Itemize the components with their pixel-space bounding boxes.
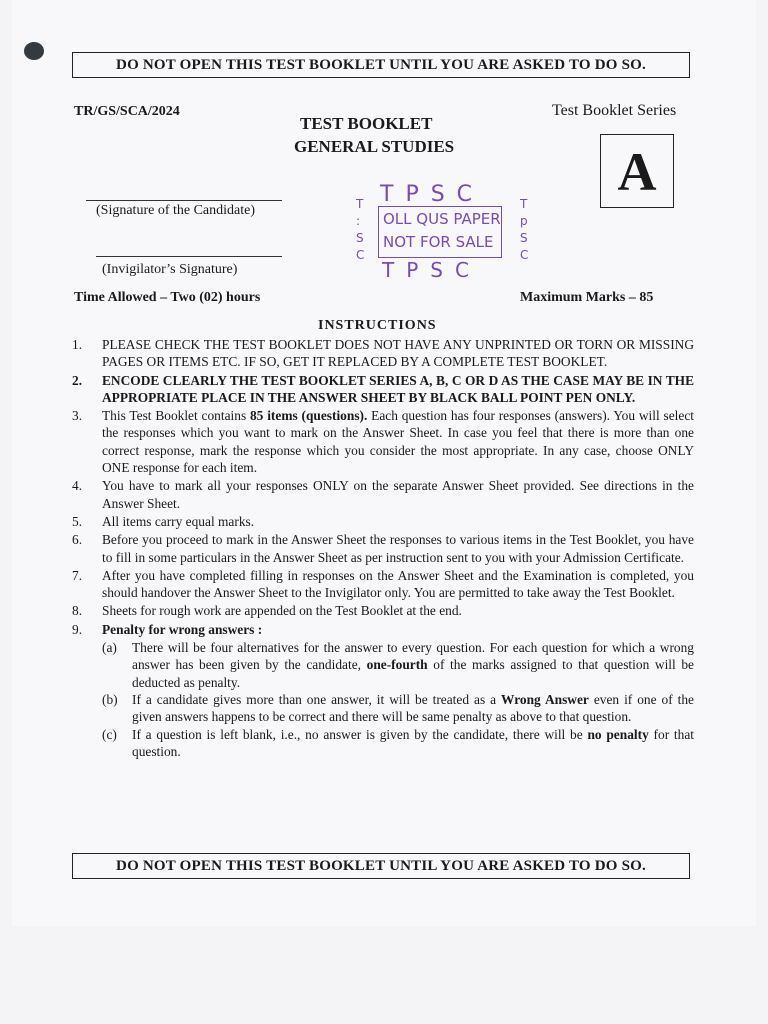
penalty-text: even if one of the given answers happens to be correct and there will be same penalty as above to that question. xyxy=(132,691,695,725)
instructions-heading: INSTRUCTIONS xyxy=(318,318,437,333)
instruction-text: All items carry equal marks. xyxy=(102,513,255,529)
series-letter-box: A xyxy=(600,134,674,208)
booklet-title: TEST BOOKLET xyxy=(300,114,433,133)
instruction-item xyxy=(72,372,694,407)
maximum-marks: Maximum Marks – 85 xyxy=(520,290,654,305)
penalty-item xyxy=(102,726,694,761)
instruction-text: This Test Booklet contains xyxy=(102,408,250,424)
penalty-text: If a candidate gives more than one answer, it will be treated as a xyxy=(132,691,502,707)
punch-hole xyxy=(24,42,44,60)
invigilator-signature-label: (Invigilator’s Signature) xyxy=(102,262,238,277)
penalty-item xyxy=(102,691,694,726)
penalty-letter: (a) xyxy=(102,640,117,656)
instruction-text: Before you proceed to mark in the Answer Sheet the responses to various items in the Test Booklet, you have to fill in some particulars in the Answer Sheet as per instruction sent to you with your Admission Certificate. xyxy=(102,532,694,565)
penalty-text: for that question. xyxy=(132,726,695,759)
instructions-list xyxy=(72,336,694,760)
stamp-line-1: OLL QUS PAPER xyxy=(383,210,501,228)
tpsc-stamp xyxy=(352,182,532,280)
instruction-number: 8. xyxy=(72,603,83,619)
instruction-text: PLEASE CHECK THE TEST BOOKLET DOES NOT HAVE ANY UNPRINTED OR TORN OR MISSING PAGES OR ITEMS ETC. IF SO, GET IT REPLACED BY A COMPLETE TEST BOOKLET. xyxy=(102,337,694,370)
instruction-text: ENCODE CLEARLY THE TEST BOOKLET SERIES A, B, C OR D AS THE CASE MAY BE IN THE APPROPRIATE PLACE IN THE ANSWER SHEET BY BLACK BALL POINT PEN ONLY. xyxy=(102,372,694,405)
instruction-item xyxy=(72,602,694,619)
time-allowed: Time Allowed – Two (02) hours xyxy=(74,290,261,305)
penalty-text: If a question is left blank, i.e., no answer is given by the candidate, there will be xyxy=(132,726,588,742)
instruction-item xyxy=(72,531,694,566)
penalty-emphasis: Wrong Answer xyxy=(501,691,589,707)
instruction-item xyxy=(72,567,694,602)
instruction-number: 3. xyxy=(72,408,83,424)
instruction-text: Penalty for wrong answers : xyxy=(102,621,263,637)
instruction-item xyxy=(72,336,694,371)
bottom-warning-banner: DO NOT OPEN THIS TEST BOOKLET UNTIL YOU ARE ASKED TO DO SO. xyxy=(72,853,690,879)
booklet-code: TR/GS/SCA/2024 xyxy=(74,104,180,119)
penalty-item xyxy=(102,639,694,691)
penalty-text: of the marks assigned to that question will be deducted as penalty. xyxy=(132,657,694,690)
instruction-item xyxy=(72,621,694,638)
instruction-number: 1. xyxy=(72,337,83,352)
instruction-number: 7. xyxy=(72,567,83,583)
penalty-letter: (b) xyxy=(102,691,118,707)
candidate-signature-label: (Signature of the Candidate) xyxy=(96,203,256,218)
stamp-top-text: TPSC xyxy=(380,182,485,207)
instruction-text: Each question has four responses (answers). You will select the responses which you want to mark on the Answer Sheet. In case you feel that there is more than one correct response, mark the response which you consider the most appropriate. In any case, choose ONLY ONE response for each item. xyxy=(102,408,694,476)
stamp-right-side: T p S C xyxy=(520,197,529,262)
instruction-number: 2. xyxy=(72,372,83,388)
penalty-text: There will be four alternatives for the answer to every question. For each question for which a wrong answer has been given by the candidate, xyxy=(132,640,694,673)
penalty-emphasis: no penalty xyxy=(587,726,649,742)
penalty-letter: (c) xyxy=(102,726,117,742)
instruction-item xyxy=(72,513,694,530)
instruction-text: You have to mark all your responses ONLY on the separate Answer Sheet provided. See directions in the Answer Sheet. xyxy=(102,478,694,511)
stamp-inner-box xyxy=(378,206,502,258)
stamp-left-side: T : S C xyxy=(356,197,365,262)
instruction-text: Sheets for rough work are appended on the Test Booklet at the end. xyxy=(102,603,462,619)
booklet-subject: GENERAL STUDIES xyxy=(294,137,455,156)
instruction-item xyxy=(72,407,694,476)
candidate-signature-line xyxy=(86,200,282,201)
instruction-item xyxy=(72,477,694,512)
penalty-emphasis: one-fourth xyxy=(366,657,428,673)
instruction-number: 4. xyxy=(72,478,83,494)
stamp-bottom-text: TPSC xyxy=(382,258,481,282)
instruction-emphasis: 85 items (questions). xyxy=(249,408,368,424)
top-warning-banner: DO NOT OPEN THIS TEST BOOKLET UNTIL YOU ARE ASKED TO DO SO. xyxy=(72,52,690,78)
invigilator-signature-line xyxy=(96,256,282,257)
instruction-number: 5. xyxy=(72,513,83,529)
stamp-line-2: NOT FOR SALE xyxy=(383,233,494,251)
instruction-text: After you have completed filling in responses on the Answer Sheet and the Examination is completed, you should handover the Answer Sheet to the Invigilator only. You are permitted to take away the Test Booklet. xyxy=(102,567,694,601)
series-label: Test Booklet Series xyxy=(552,102,677,119)
instruction-number: 6. xyxy=(72,532,83,548)
instruction-number: 9. xyxy=(72,621,83,637)
